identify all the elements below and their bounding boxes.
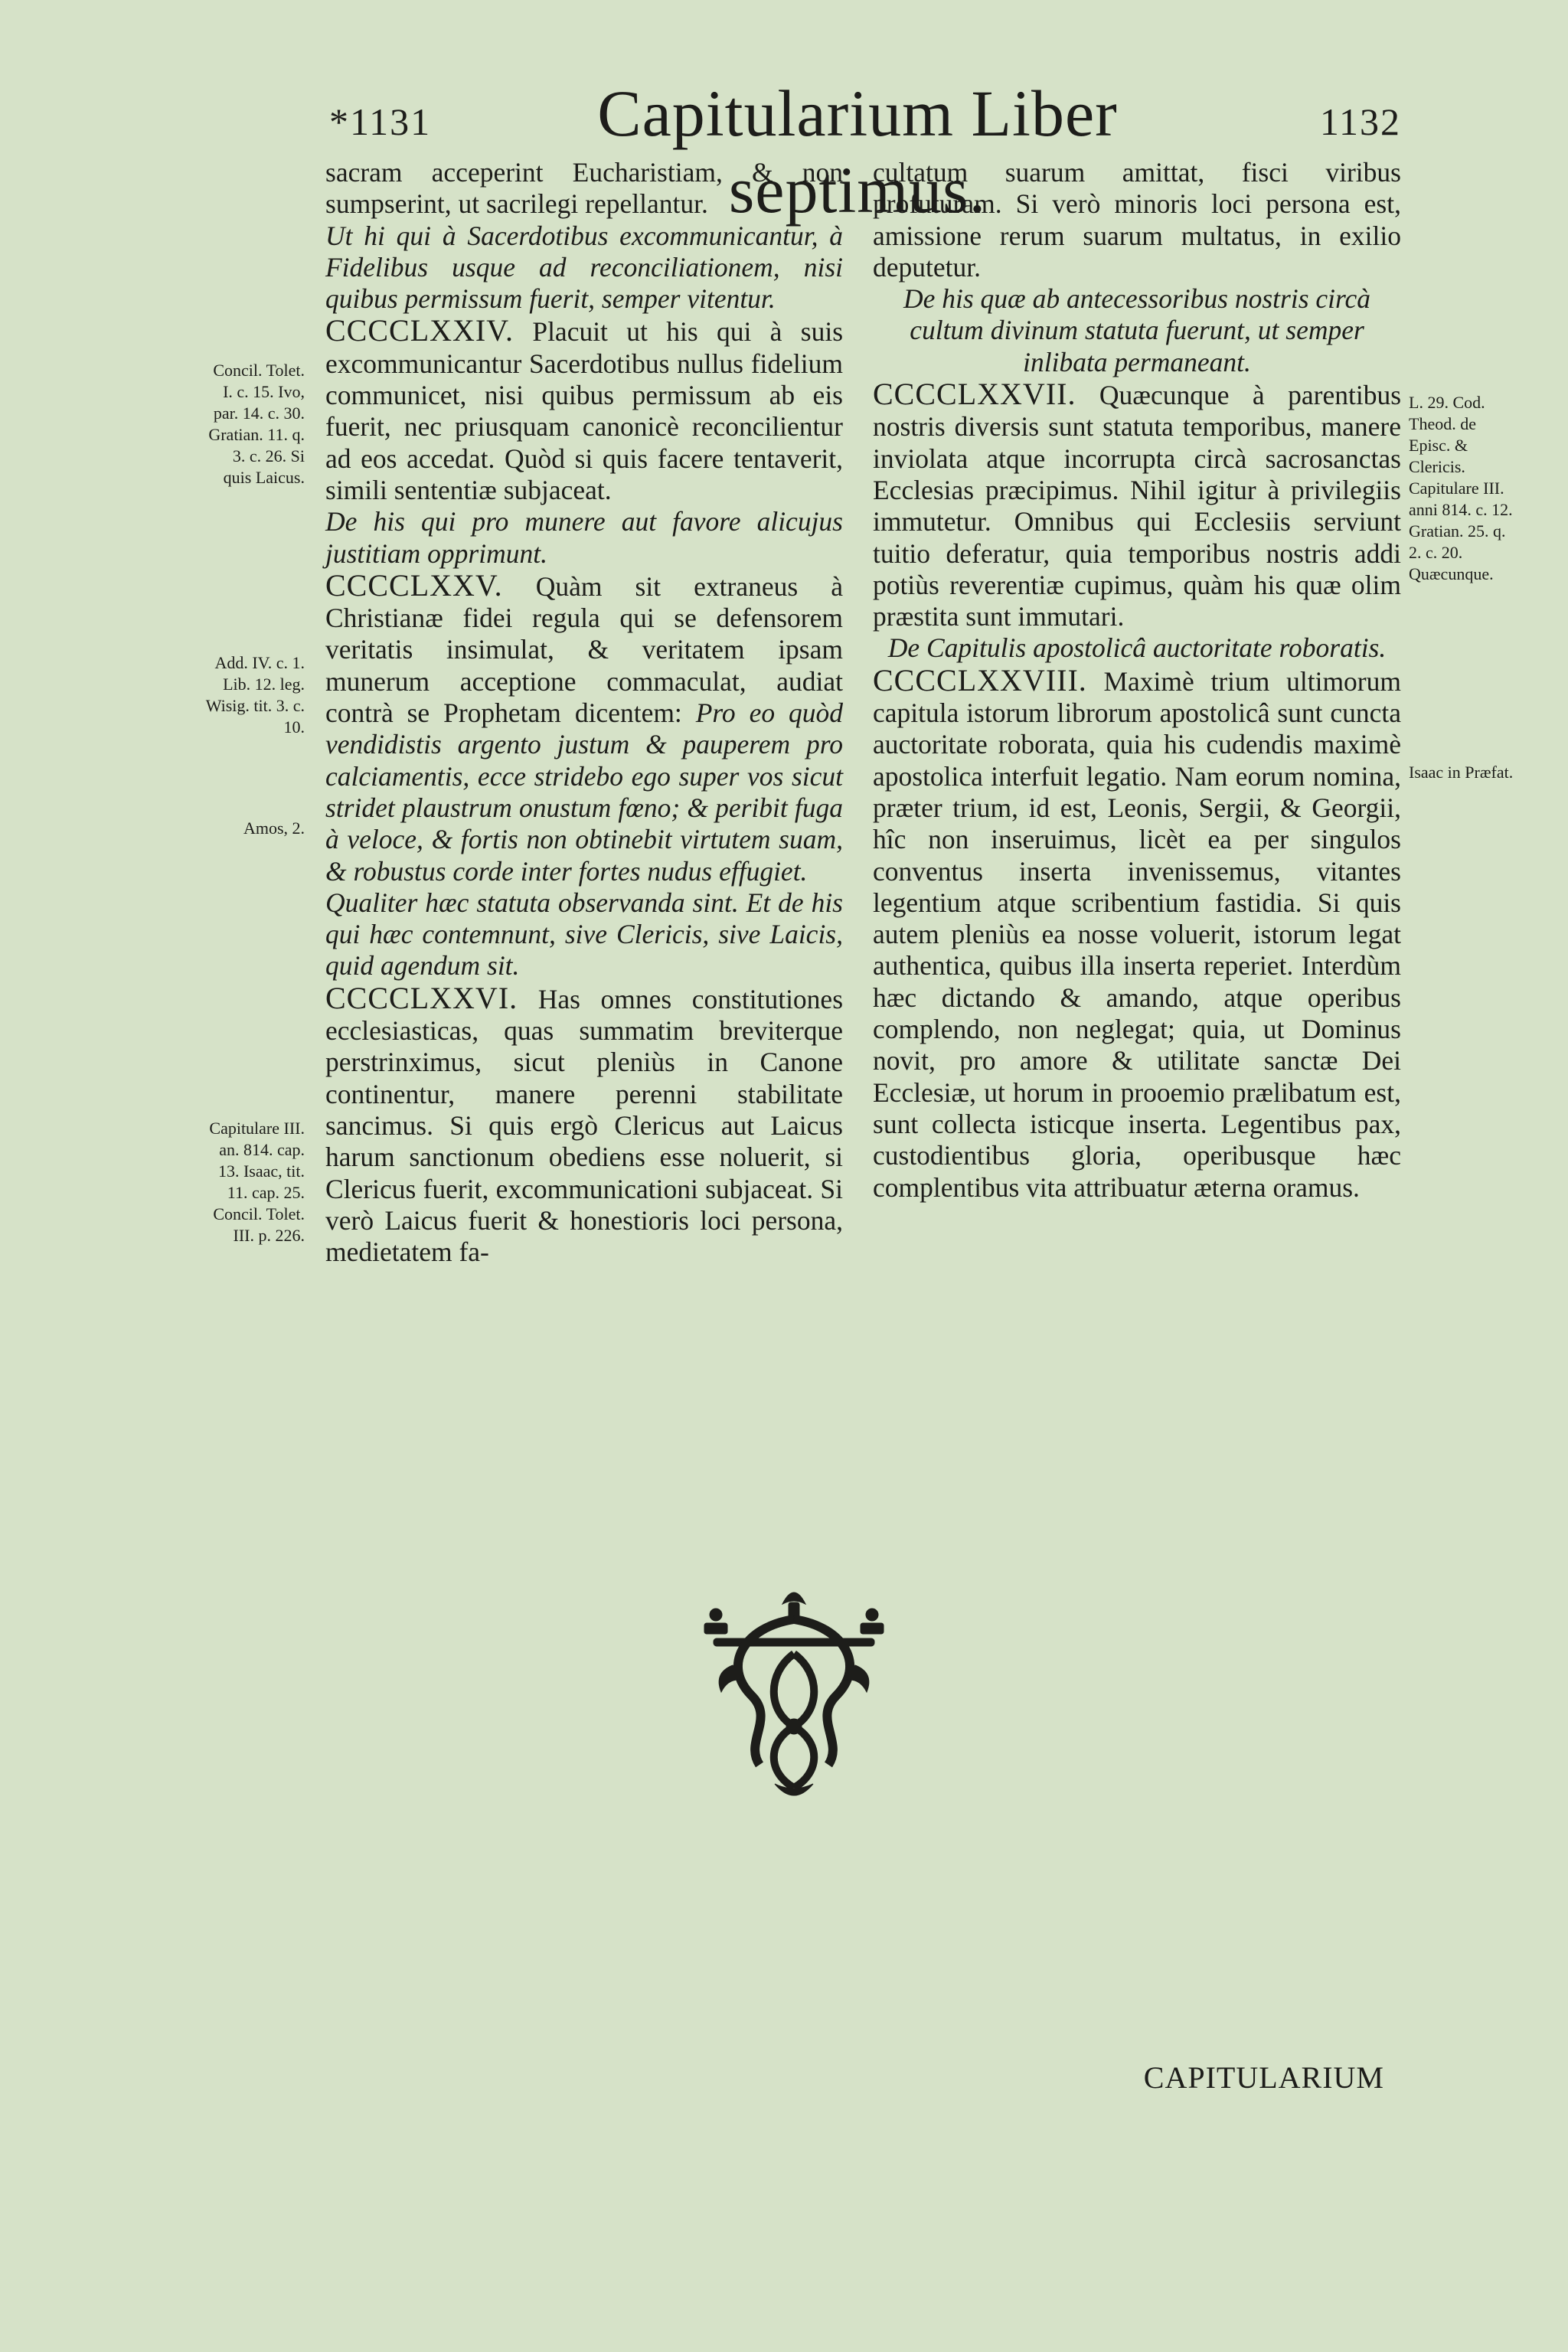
paragraph-text: Maximè trium ultimorum capitula istorum librorum apostolicâ sunt cuncta auctoritate roborata, quia his cudendis maximè apostolica interfuit legatio. Nam eorum nomina, præter trium, id est, Leonis, Sergii, & Georgii, hîc non inseruimus, licèt ea per singulos conventus inserta invenissemus, vitantes legentium atque scribentium fastidia. Si quis autem pleniùs ea nosse voluerit, istorum legat authentica, quibus illa inserta reperiet. Interdùm hæc dictando & amando, atque operibus complendo, non neglegat; quia, ut Dominus novit, pro amore & utilitate sanctæ Dei Ecclesiæ, ut horum in prooemio prælibatum est, sunt collecta isticque inserta. Legentibus pax, custodientibus gloria, operibusque hæc complentibus vita attribuatur æterna oramus.: [873, 665, 1401, 1203]
paragraph: [873, 662, 1401, 1204]
catchword: CAPITULARIUM: [1143, 2060, 1384, 2095]
paragraph: cultatum suarum amittat, fisci viribus profuturam. Si verò minoris loci persona est, amissione rerum suarum multatus, in exilio deputetur.: [873, 157, 1401, 283]
paragraph: sacram acceperint Eucharistiam, & non sumpserint, ut sacrilegi repellantur.: [325, 157, 843, 220]
chapter-number: CCCCLXXVI.: [325, 980, 518, 1015]
margin-note-left-3: Amos, 2.: [243, 818, 305, 838]
paragraph: [873, 378, 1401, 632]
paragraph: [325, 315, 843, 506]
left-column: [325, 157, 843, 1268]
section-heading: Qualiter hæc statuta observanda sint. Et de his qui hæc contemnunt, sive Clericis, sive Laicis, quid agendum sit.: [325, 887, 843, 982]
section-heading: De Capitulis apostolicâ auctoritate roboratis.: [887, 632, 1387, 664]
margin-note-right-1: L. 29. Cod. Theod. de Episc. & Clericis. Capitulare III. anni 814. c. 12. Gratian. 25. q. 2. c. 20. Quæcunque.: [1409, 393, 1513, 583]
paragraph: [325, 567, 844, 887]
section-heading: Ut hi qui à Sacerdotibus excommunicantur, à Fidelibus usque ad reconciliationem, nisi quibus permissum fuerit, semper vitentur.: [325, 220, 843, 315]
paragraph-text: Placuit ut his qui à suis excommunicantur Sacerdotibus nullus fidelium communicet, nisi quibus permissum ab eis fuerit, nec priusquam canonicè reconcilientur ad eos accedat. Quòd si quis facere tentaverit, simili sententiæ subjaceat.: [325, 316, 844, 505]
chapter-number: CCCCLXXIV.: [325, 313, 514, 348]
right-column: [873, 157, 1401, 1204]
paragraph-text: Quæcunque à parentibus nostris diversis sunt statuta temporibus, manere inviolata atque incorrupta circà sacrosanctas Ecclesias præcipimus. Nihil igitur à privilegiis immutetur. Omnibus qui Ecclesiis serviunt tuitio deferatur, quia temporibus nostris addi potiùs reverentiæ cupimus, quàm his quæ olim præstita sunt immutari.: [873, 380, 1402, 632]
margin-note-left-2: Add. IV. c. 1. Lib. 12. leg. Wisig. tit. 3. c. 10.: [205, 653, 305, 737]
margin-note-right-2: Isaac in Præfat.: [1409, 763, 1514, 782]
margin-note-left-1: Concil. Tolet. I. c. 15. Ivo, par. 14. c. 30. Gratian. 11. q. 3. c. 26. Si quis Laicus.: [208, 361, 305, 487]
section-heading: De his qui pro munere aut favore alicujus justitiam opprimunt.: [325, 506, 843, 569]
paragraph-text: Has omnes constitutiones ecclesiasticas, quas summatim breviterque perstrinximus, sicut pleniùs in Canone continentur, manere perenni stabilitate sancimus. Si quis ergò Clericus aut Laicus harum sanctionum obediens esse noluerit, si Clericus fuerit, excommunicationi subjaceat. Si verò Laicus fuerit & honestioris loci persona, medietatem fa-: [325, 983, 844, 1268]
ornament-icon: [698, 1581, 890, 1811]
margin-note-left-4: Capitulare III. an. 814. cap. 13. Isaac, tit. 11. cap. 25. Concil. Tolet. III. p. 226.: [209, 1119, 305, 1245]
running-title: Capitularium Liber septimus.: [597, 77, 1118, 227]
chapter-number: CCCCLXXVIII.: [873, 662, 1087, 697]
page-number-right: 1132: [1319, 100, 1401, 143]
page-number-left: *1131: [329, 100, 432, 143]
chapter-number: CCCCLXXV.: [325, 567, 503, 603]
paragraph-text: Quàm sit extraneus à Christianæ fidei regula qui se defensorem veritatis insimulat, & veritatem ipsam munerum acceptione commaculat, audiat contrà se Prophetam dicentem:: [325, 570, 844, 729]
chapter-number: CCCCLXXVII.: [873, 377, 1076, 412]
scripture-quote: Pro eo quòd vendidistis argento justum & pauperem pro calciamentis, ecce stridebo ego super vos sicut stridet plaustrum onustum fœno; & peribit fuga à veloce, & fortis non obtinebit virtutem suam, & robustus corde inter fortes nudus effugiet.: [325, 697, 843, 887]
section-heading: De his quæ ab antecessoribus nostris circà cultum divinum statuta fuerunt, ut semper inlibata permaneant.: [903, 283, 1371, 377]
paragraph: [325, 982, 843, 1269]
